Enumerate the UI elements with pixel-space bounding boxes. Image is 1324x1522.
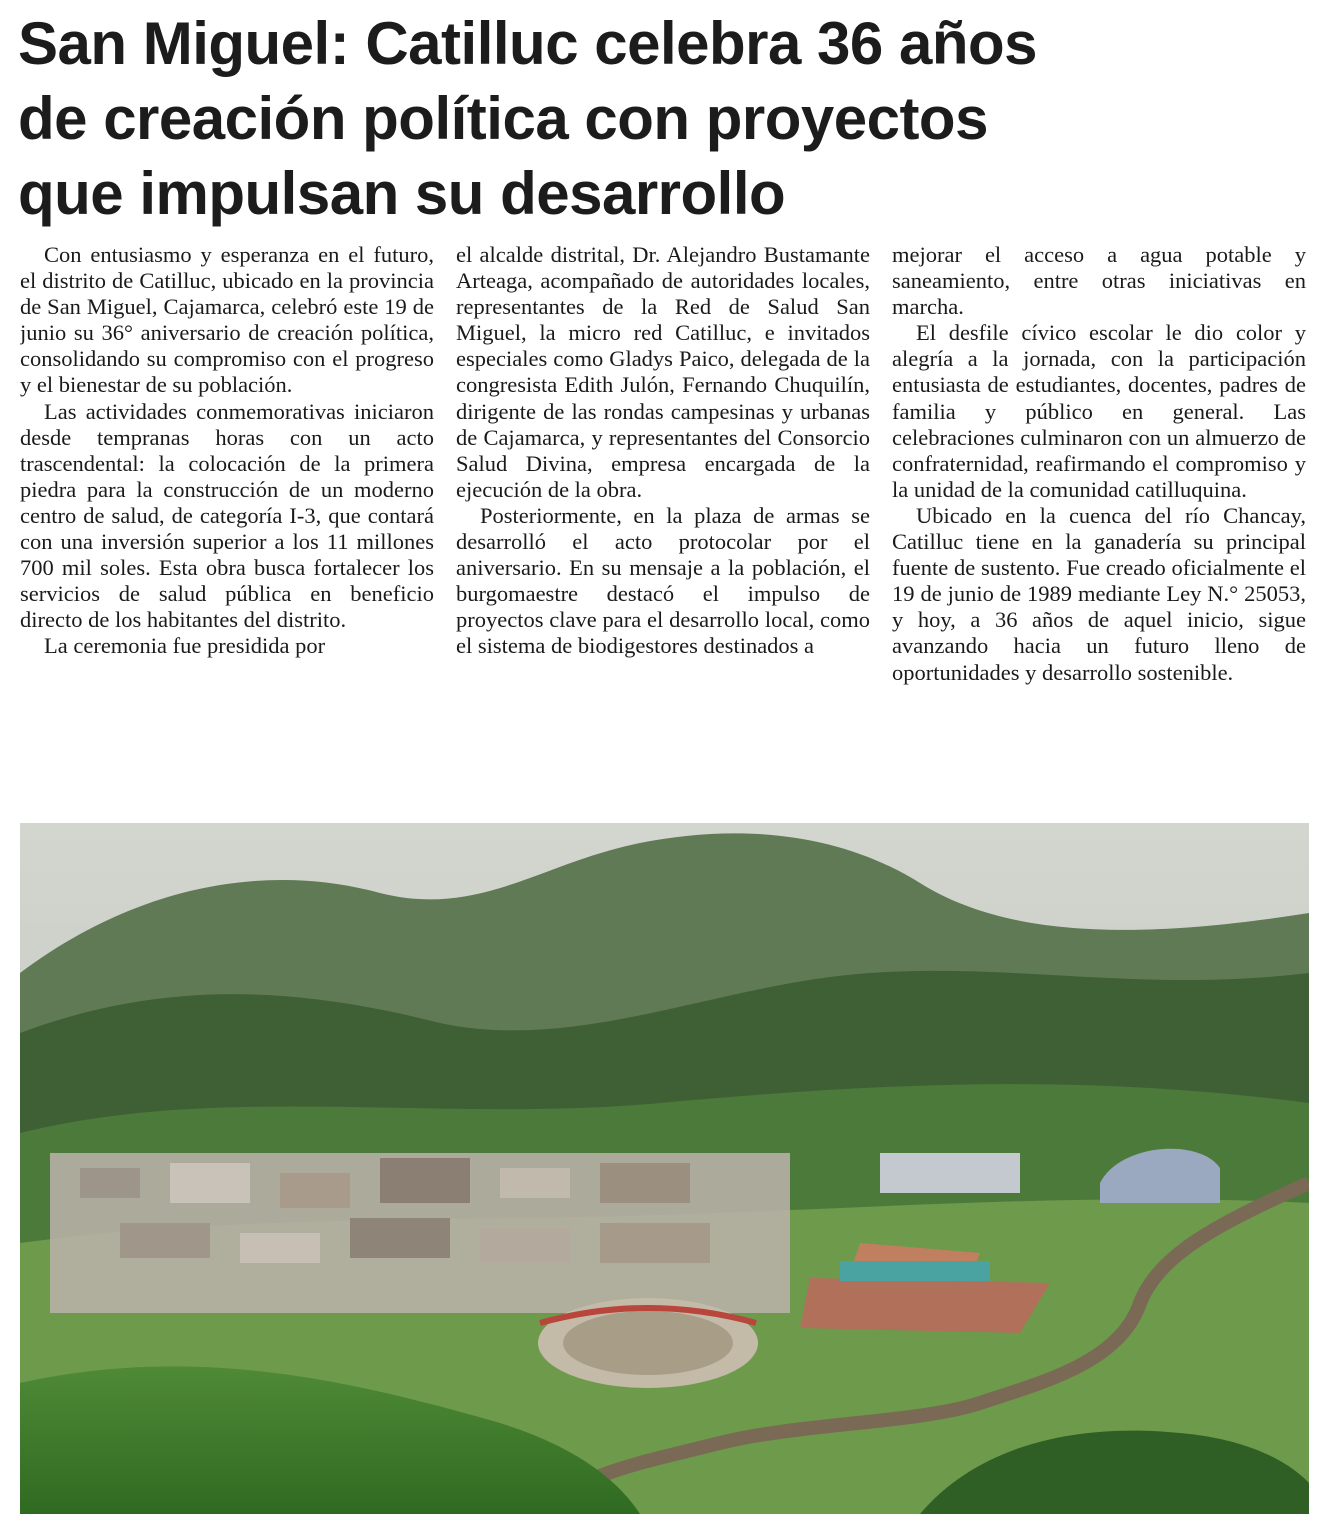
landscape-illustration bbox=[20, 823, 1309, 1514]
paragraph: Posteriormente, en la plaza de armas se desarrolló el acto protocolar por el aniversario. En su mensaje a la población, el burgomaestre destacó el impulso de proyectos clave para el desarrollo local, como el sistema de biodigestores destinados a bbox=[456, 502, 870, 659]
article-column-3 bbox=[892, 242, 1306, 814]
article-column-2 bbox=[456, 242, 870, 814]
headline-line-3: que impulsan su desarrollo bbox=[18, 160, 786, 227]
headline-line-2: de creación política con proyectos bbox=[18, 85, 988, 152]
paragraph: El desfile cívico escolar le dio color y alegría a la jornada, con la participación entusiasta de estudiantes, docentes, padres de familia y público en general. Las celebraciones culminaron con un almuerzo de confraternidad, reafirmando el compromiso y la unidad de la comunidad catilluquina. bbox=[892, 320, 1306, 502]
paragraph: La ceremonia fue presidida por bbox=[44, 633, 326, 659]
town-landscape-photo bbox=[20, 823, 1309, 1514]
paragraph: Con entusiasmo y esperanza en el futuro, el distrito de Catilluc, ubicado en la provincia de San Miguel, Cajamarca, celebró este 19 de junio su 36° aniversario de creación política, consolidando su compromiso con el progreso y el bienestar de su población. bbox=[20, 242, 434, 398]
article-column-1 bbox=[20, 242, 434, 814]
paragraph: Las actividades conmemorativas iniciaron desde tempranas horas con un acto trascendental: la colocación de la primera piedra para la construcción de un moderno centro de salud, de categoría I-3, que contará con una inversión superior a los 11 millones 700 mil soles. Esta obra busca fortalecer los servicios de salud pública en beneficio directo de los habitantes del distrito. bbox=[20, 398, 434, 633]
paragraph-continued: mejorar el acceso a agua potable y saneamiento, entre otras iniciativas en marcha. bbox=[892, 242, 1306, 320]
paragraph: Ubicado en la cuenca del río Chancay, Catilluc tiene en la ganadería su principal fuente de sustento. Fue creado oficialmente el 19 de junio de 1989 mediante Ley N.° 25053, y hoy, a 36 años de aquel inicio, sigue avanzando hacia un futuro lleno de oportunidades y desarrollo sostenible. bbox=[892, 502, 1306, 685]
article-body bbox=[20, 242, 1308, 814]
paragraph-continued: el alcalde distrital, Dr. Alejandro Bustamante Arteaga, acompañado de autoridades locales, representantes de la Red de Salud San Miguel, la micro red Catilluc, e invitados especiales como Gladys Paico, delegada de la congresista Edith Julón, Fernando Chuquilín, dirigente de las rondas campesinas y urbanas de Cajamarca, y representantes del Consorcio Salud Divina, empresa encargada de la ejecución de la obra. bbox=[456, 242, 870, 502]
article-headline bbox=[18, 6, 1308, 231]
headline-line-1: San Miguel: Catilluc celebra 36 años bbox=[18, 10, 1037, 77]
